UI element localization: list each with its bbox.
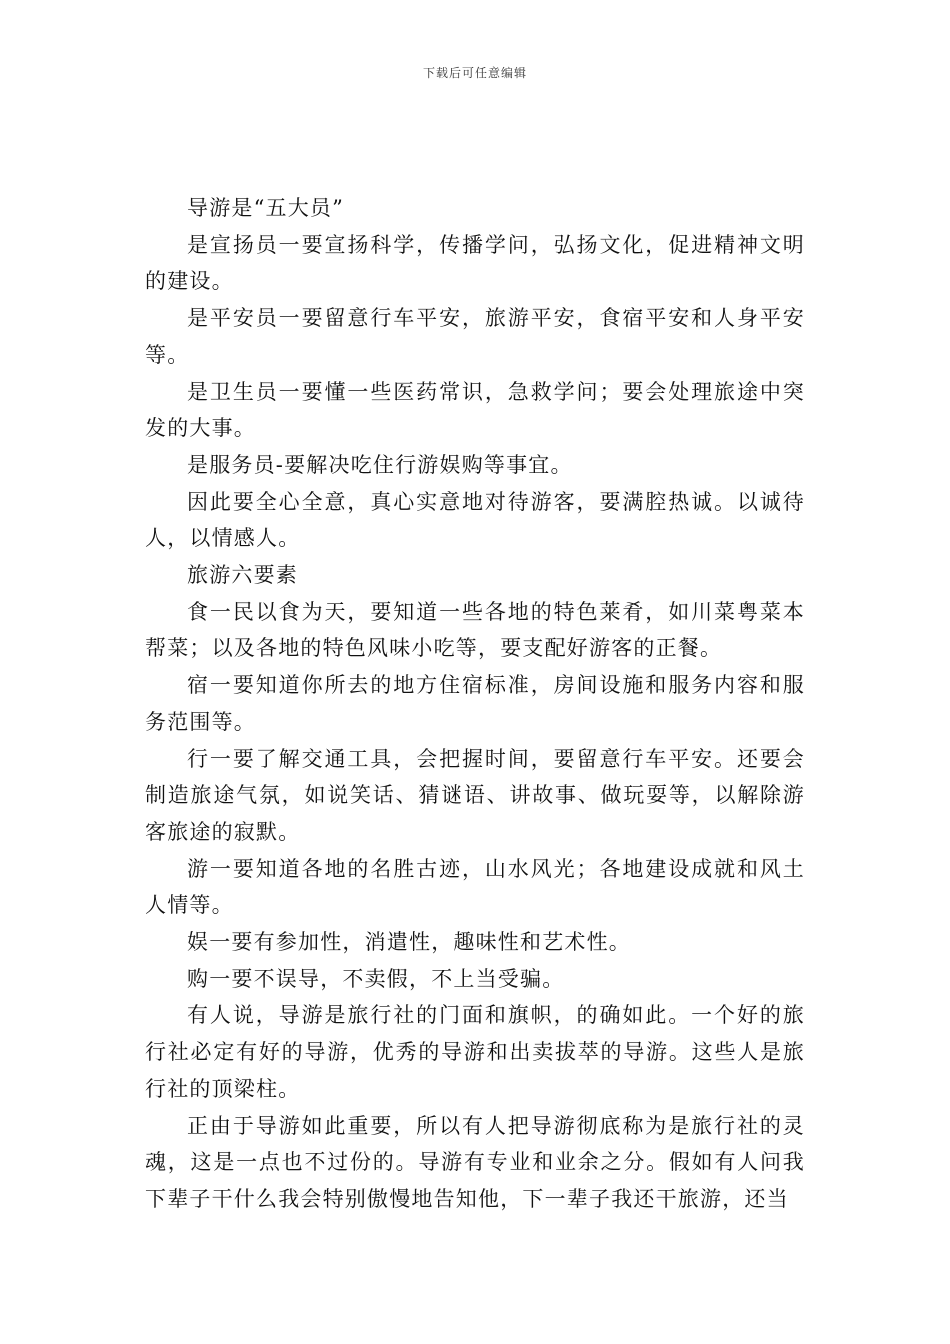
paragraph: 宿一要知道你所去的地方住宿标准，房间设施和服务内容和服务范围等。: [145, 673, 805, 734]
paragraph: 食一民以食为天，要知道一些各地的特色莱肴，如川菜粤菜本帮菜；以及各地的特色风味小吃等，要支配好游客的正餐。: [145, 599, 805, 661]
paragraph: 是卫生员一要懂一些医药常识，急救学问；要会处理旅途中突发的大事。: [145, 379, 805, 441]
paragraph: 娱一要有参加性，消遣性，趣味性和艺术性。: [187, 930, 631, 955]
paragraph: 旅游六要素: [187, 563, 298, 588]
paragraph: 因此要全心全意，真心实意地对待游客，要满腔热诚。以诚待人，以情感人。: [145, 489, 805, 551]
paragraph: 有人说，导游是旅行社的门面和旗帜，的确如此。一个好的旅行社必定有好的导游，优秀的导游和出卖拔萃的导游。这些人是旅行社的顶梁柱。: [145, 1003, 805, 1101]
paragraph: 行一要了解交通工具，会把握时间，要留意行车平安。还要会制造旅途气氛，如说笑话、猜谜语、讲故事、做玩耍等，以解除游客旅途的寂默。: [145, 746, 805, 844]
paragraph: 导游是“五大员”: [187, 196, 345, 220]
paragraph: 正由于导游如此重要，所以有人把导游彻底称为是旅行社的灵魂，这是一点也不过份的。导游有专业和业余之分。假如有人问我下辈子干什么我会特别傲慢地告知他，下一辈子我还干旅游，还当: [145, 1113, 805, 1211]
paragraph: 是宣扬员一要宣扬科学，传播学问，弘扬文化，促进精神文明的建设。: [145, 232, 805, 294]
paragraph: 游一要知道各地的名胜古迹，山水风光；各地建设成就和风土人情等。: [145, 856, 805, 918]
paragraph: 是平安员一要留意行车平安，旅游平安，食宿平安和人身平安等。: [145, 306, 805, 367]
paragraph: 购一要不误导，不卖假，不上当受骗。: [187, 966, 565, 991]
document-body: [145, 190, 805, 1218]
page-header: 下载后可任意编辑: [422, 66, 527, 80]
paragraph: 是服务员-要解决吃住行游娱购等事宜。: [187, 452, 573, 477]
